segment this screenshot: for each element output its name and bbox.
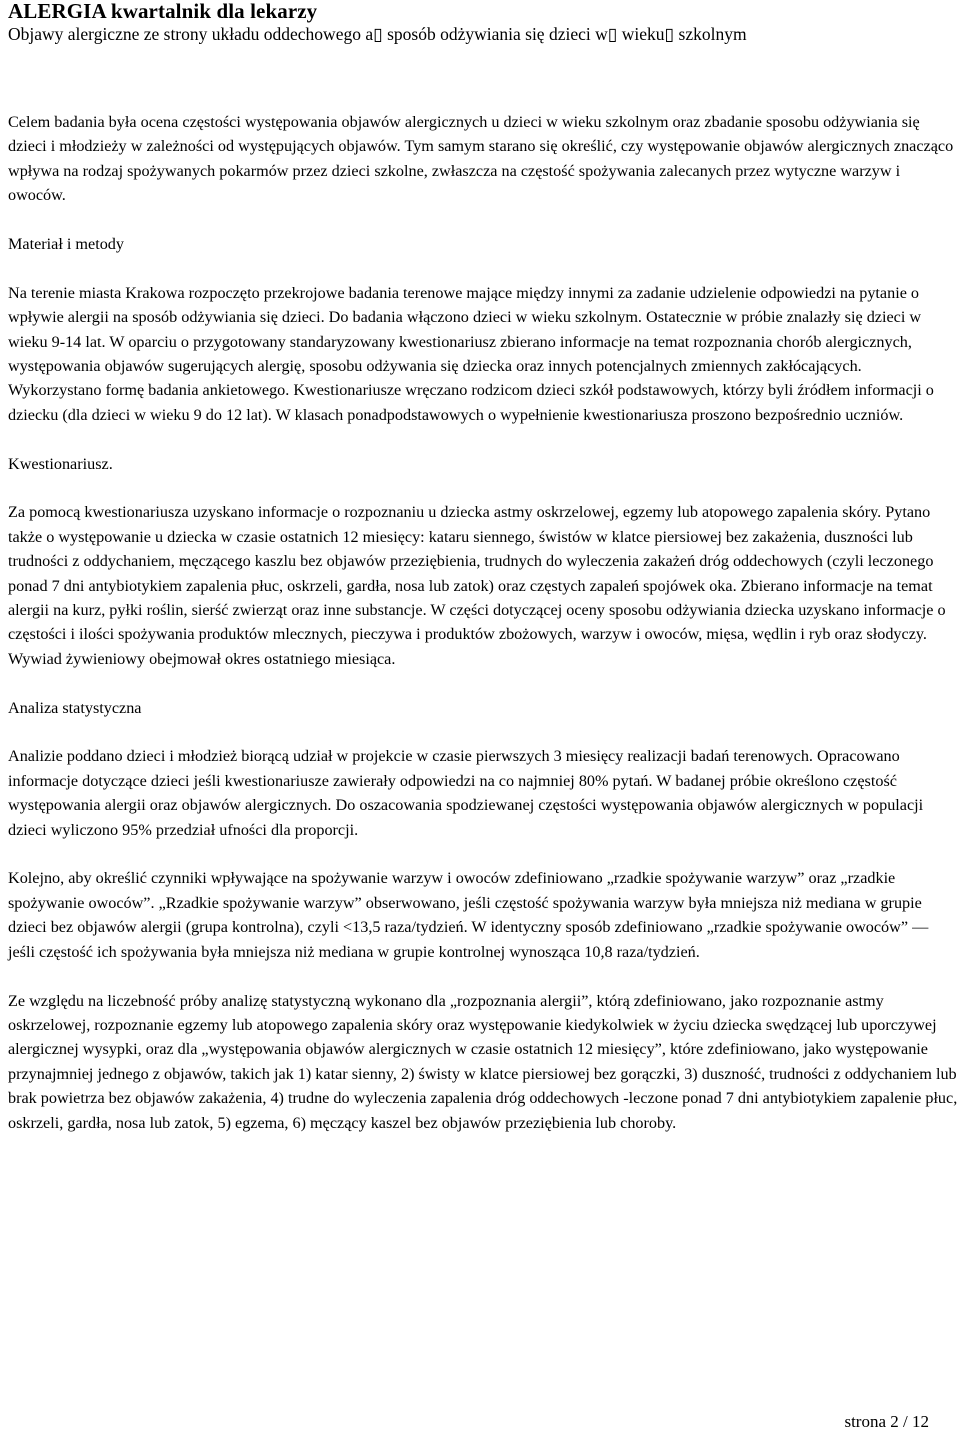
methods-paragraph: Na terenie miasta Krakowa rozpoczęto przekrojowe badania terenowe mające między innymi za zadanie udzielenie odpowiedzi na pytanie o wpływie alergii na sposób odżywiania się dzieci. Do badania włączono dzieci w wieku szkolnym. Ostatecznie w próbie znalazły się dzieci w wieku 9-14 lat. W oparciu o przygotowany standaryzowany kwestionariusz zbierano informacje na temat rozpoznania chorób alergicznych, występowania objawów sugerujących alergię, sposobu odżywania się dziecka oraz innych potencjalnych zmiennych zakłócających. Wykorzystano formę badania ankietowego. Kwestionariusze wręczano rodzicom dzieci szkół podstawowych, którzy byli źródłem informacji o dziecku (dla dzieci w wieku 9 do 12 lat). W klasach ponadpodstawowych o wypełnienie kwestionariusza proszono bezpośrednio uczniów.	[8, 283, 934, 424]
journal-title: ALERGIA kwartalnik dla lekarzy	[8, 0, 318, 23]
statistics-paragraph-1: Analizie poddano dzieci i młodzież biorącą udział w projekcie w czasie pierwszych 3 miesięcy realizacji badań terenowych. Opracowano informacje dotyczące dzieci jeśli kwestionariusze zawierały odpowiedzi na co najmniej 80% pytań. W badanej próbie określono częstość występowania alergii oraz objawów alergicznych. Do oszacowania spodziewanej częstości występowania objawów alergicznych w populacji dzieci wyliczono 95% przedział ufności dla proporcji.	[8, 747, 924, 839]
page-header	[8, 0, 958, 45]
statistics-paragraph-3: Ze względu na liczebność próby analizę statystyczną wykonano dla „rozpoznania alergii”, którą zdefiniowano, jako rozpoznanie astmy oskrzelowej, rozpoznanie egzemy lub atopowego zapalenia skóry oraz występowanie kiedykolwiek w życiu dziecka swędzącej lub uporczywej alergicznej wysypki, oraz dla „występowania objawów alergicznych w czasie ostatnich 12 miesięcy”, które zdefiniowano, jako występowanie przynajmniej jednego z objawów, takich jak 1) katar sienny, 2) świsty w klatce piersiowej bez gorączki, 3) duszność, trudności z oddychaniem lub brak powietrza bez objawów zakażenia, 4) trudne do wyleczenia zapalenia dróg oddechowych -leczone ponad 7 dni antybiotykiem zapalenie płuc, oskrzeli, gardła, nosa lub zatok, 5) egzema, 6) męczący kaszel bez objawów przeziębienia lub choroby.	[8, 991, 958, 1132]
article-title: Objawy alergiczne ze strony układu oddechowego a▯ sposób odżywiania się dzieci w▯ wieku▯ szkolnym	[8, 24, 747, 44]
section-heading-methods: Materiał i metody	[8, 235, 124, 254]
questionnaire-paragraph: Za pomocą kwestionariusza uzyskano informacje o rozpoznaniu u dziecka astmy oskrzelowej, egzemy lub atopowego zapalenia skóry. Pytano także o występowanie u dziecka w czasie ostatnich 12 miesięcy: kataru siennego, świstów w klatce piersiowej bez zakażenia, duszności lub trudności z oddychaniem, męczącego kaszlu bez objawów przeziębienia, trudnych do wyleczenia zakażeń dróg oddechowych (czyli leczonego ponad 7 dni antybiotykiem zapalenia płuc, oskrzeli, gardła, nosa lub zatok) oraz częstych zapaleń spojówek oka. Zbierano informacje na temat alergii na kurz, pyłki roślin, sierść zwierząt oraz inne substancje. W części dotyczącej oceny sposobu odżywiania dziecka uzyskano informacje o częstości i ilości spożywania produktów mlecznych, pieczywa i produktów zbożowych, warzyw i owoców, mięsa, wędlin i ryb oraz słodyczy. Wywiad żywieniowy obejmował okres ostatniego miesiąca.	[8, 503, 946, 668]
article-body	[8, 110, 958, 1159]
page-number: strona 2 / 12	[844, 1412, 929, 1431]
section-heading-statistics: Analiza statystyczna	[8, 698, 142, 717]
statistics-paragraph-2: Kolejno, aby określić czynniki wpływające na spożywanie warzyw i owoców zdefiniowano „rzadkie spożywanie warzyw” oraz „rzadkie spożywanie owoców”. „Rzadkie spożywanie warzyw” obserwowano, jeśli częstość spożywania warzyw była mniejsza niż mediana w grupie dzieci bez objawów alergii (grupa kontrolna), czyli <13,5 raza/tydzień. W identyczny sposób zdefiniowano „rzadkie spożywanie owoców” — jeśli częstość ich spożywania była mniejsza niż mediana w grupie kontrolnej wynosząca 10,8 raza/tydzień.	[8, 869, 929, 961]
section-heading-questionnaire: Kwestionariusz.	[8, 454, 113, 473]
intro-paragraph: Celem badania była ocena częstości występowania objawów alergicznych u dzieci w wieku szkolnym oraz zbadanie sposobu odżywiania się dzieci i młodzieży w zależności od występujących objawów. Tym samym starano się określić, czy występowanie objawów alergicznych znacząco wpływa na rodzaj spożywanych pokarmów przez dzieci szkolne, zwłaszcza na częstość spożywania zalecanych przez wytyczne warzyw i owoców.	[8, 113, 954, 205]
